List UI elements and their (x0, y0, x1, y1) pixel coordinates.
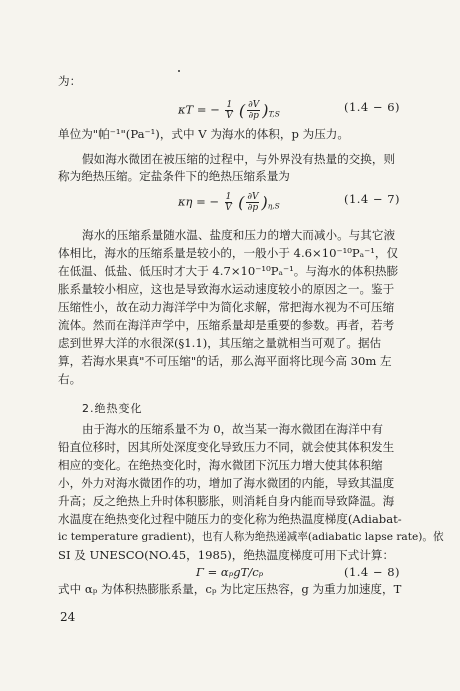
equation-lhs: κT = − (178, 102, 220, 117)
equation-1-4-7 (58, 184, 402, 214)
paragraph-line: 虑到世界大洋的水很深(§1.1)，其压缩之量就相当可观了。据估 (58, 336, 382, 350)
equation-body: Γ = αₚgT/cₚ (196, 565, 264, 579)
equation-number: (1.4 − 7) (343, 192, 400, 206)
paragraph-line: 式中 αₚ 为体积热膨胀系量，cₚ 为比定压热容，g 为重力加速度，T (58, 582, 402, 596)
derivative-denominator: ∂p (247, 203, 259, 213)
derivative (246, 192, 259, 213)
equation-subscript: η,S (267, 201, 280, 211)
derivative (247, 100, 260, 121)
paragraph-line: 铅直位移时，因其所处深度变化导致压力不同，就会使其体积发生 (58, 440, 395, 454)
paragraph-line: 由于海水的压缩系量不为 0，故当某一海水微团在海洋中有 (82, 422, 383, 436)
intro-line: 为： (58, 74, 82, 88)
paragraph-line: 相应的变化。在绝热变化时，海水微团下沉压力增大使其体积缩 (58, 458, 383, 472)
equation-subscript: T,S (268, 109, 280, 119)
paragraph-line: 升高；反之绝热上升时体积膨胀，则消耗自身内能而导致降温。海 (58, 494, 395, 508)
paragraph-line: 体相比，海水的压缩系量是较小的，一般小于 4.6×10⁻¹⁰Pₐ⁻¹，仅 (58, 246, 399, 260)
paragraph-line: 流体。然而在海洋声学中，压缩系量却是重要的参数。再者，若考 (58, 318, 395, 332)
equation-1-4-8 (58, 559, 402, 579)
paragraph-line: 胀系量较小相应，这也是导致海水运动速度较小的原因之一。鉴于 (58, 282, 395, 296)
paragraph-line: 称为绝热压缩。定盐条件下的绝热压缩系量为 (58, 169, 290, 183)
paragraph-line: 在低温、低盐、低压时才大于 4.7×10⁻¹⁰Pₐ⁻¹。与海水的体积热膨 (58, 264, 399, 278)
fraction-denominator: V (226, 111, 233, 121)
paragraph-line: 小，外力对海水微团作的功，增加了海水微团的内能，导致其温度 (58, 476, 395, 490)
paragraph-line: 算，若海水果真"不可压缩"的话，那么海平面将比现今高 30m 左 (58, 354, 392, 368)
equation-body: κη = − $\frac{1}{V}$ ( $\frac{\partial V}{\partial p}$ )$_{\eta,S}$ (178, 192, 280, 213)
paragraph-line: ic temperature gradient)，也有人称为绝热递减率(adiabatic lapse rate)。依 (58, 531, 444, 543)
equation-number: (1.4 − 6) (343, 100, 400, 114)
fraction (225, 192, 233, 213)
paragraph-line: 水温度在绝热变化过程中随压力的变化称为绝热温度梯度(Adiabat- (58, 512, 402, 526)
section-title: 2.绝热变化 (82, 402, 143, 415)
paragraph-line: SI 及 UNESCO(NO.45，1985)，绝热温度梯度可用下式计算： (58, 548, 395, 562)
speck (178, 70, 180, 72)
equation-1-4-6 (58, 92, 402, 122)
derivative-denominator: ∂p (248, 111, 259, 121)
equation-lhs: κη = − (178, 194, 220, 209)
paragraph-line: 单位为"帕⁻¹"(Pa⁻¹)，式中 V 为海水的体积，p 为压力。 (58, 127, 349, 141)
equation-body: κT = − $\frac{1}{V}$ ( $\frac{\partial V}{\partial p}$ )$_{T,S}$ (178, 100, 280, 121)
fraction-denominator: V (225, 203, 232, 213)
paragraph-line: 压缩性小，故在动力海洋学中为简化求解，常把海水视为不可压缩 (58, 300, 395, 314)
equation-number: (1.4 − 8) (343, 565, 400, 579)
fraction-numerator: 1 (226, 100, 233, 110)
derivative-numerator: ∂V (248, 100, 260, 110)
fraction-numerator: 1 (225, 192, 232, 202)
paragraph-line: 右。 (58, 372, 82, 386)
paragraph-line: 海水的压缩系量随水温、盐度和压力的增大而减小。与其它液 (82, 228, 396, 242)
fraction (225, 100, 233, 121)
paragraph-line: 假如海水微团在被压缩的过程中，与外界没有热量的交换，则 (82, 152, 396, 166)
derivative-numerator: ∂V (247, 192, 259, 202)
page-number: 24 (60, 610, 76, 624)
